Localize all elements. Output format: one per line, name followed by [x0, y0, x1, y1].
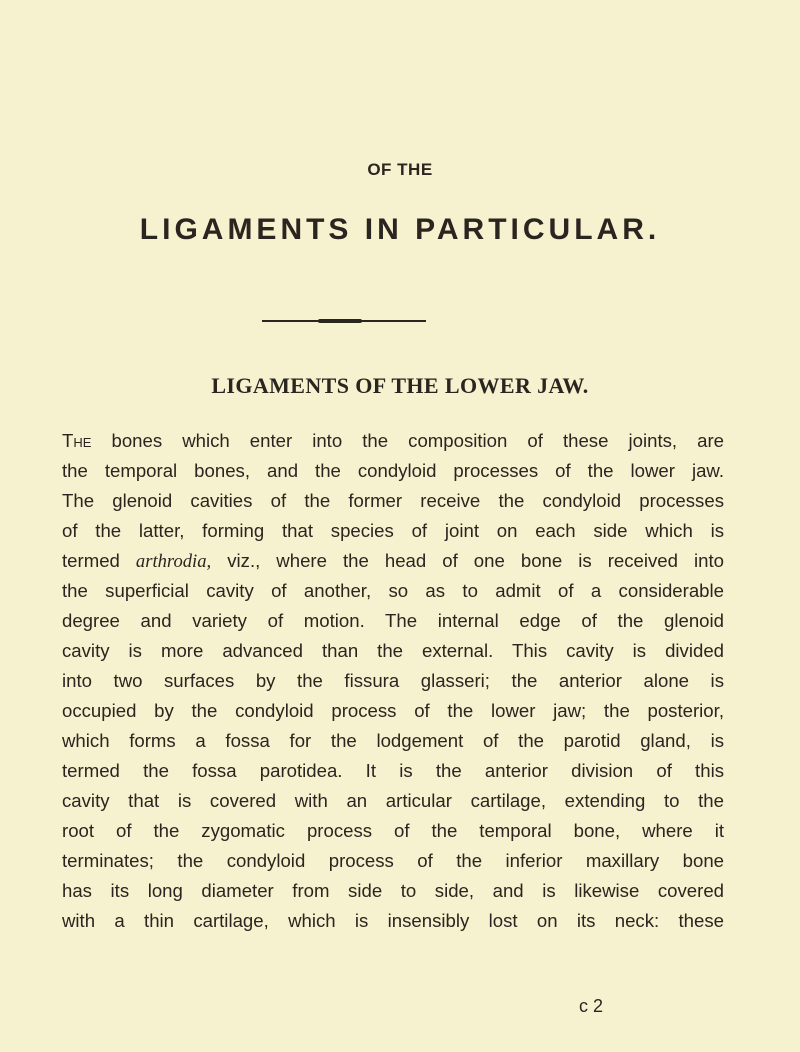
text-line: cavity that is covered with an articular cartilage, extending to the: [62, 790, 724, 811]
text-line: termed the fossa parotidea. It is the anterior division of this: [62, 760, 724, 781]
body-paragraph: [62, 426, 724, 936]
chapter-kicker: OF THE: [367, 160, 433, 179]
section-heading: LIGAMENTS OF THE LOWER JAW.: [211, 373, 589, 398]
text-line: cavity is more advanced than the external. This cavity is divided: [62, 640, 724, 661]
text-line: terminates; the condyloid process of the inferior maxillary bone: [62, 850, 724, 871]
text-span: termed: [62, 550, 120, 571]
text-span: viz., where the head of one bone is received into: [227, 550, 725, 571]
text-span: bones which enter into the composition of these joints, are: [111, 430, 724, 451]
text-line: [62, 426, 724, 456]
text-line: which forms a fossa for the lodgement of the parotid gland, is: [62, 730, 724, 751]
text-line: into two surfaces by the fissura glasseri; the anterior alone is: [62, 670, 724, 691]
text-line: has its long diameter from side to side, and is likewise covered: [62, 880, 724, 901]
chapter-title: LIGAMENTS IN PARTICULAR.: [139, 213, 661, 246]
text-line: The glenoid cavities of the former receive the condyloid processes: [62, 490, 724, 511]
text-line: with a thin cartilage, which is insensibly lost on its neck: these: [62, 910, 724, 931]
italic-term: arthrodia,: [135, 551, 212, 572]
text-line: degree and variety of motion. The internal edge of the glenoid: [62, 610, 724, 631]
signature-mark: c 2: [579, 996, 604, 1016]
text-line: root of the zygomatic process of the temporal bone, where it: [62, 820, 724, 841]
text-line: [62, 546, 724, 576]
decorative-rule-swell: [318, 319, 362, 323]
text-line: the temporal bones, and the condyloid processes of the lower jaw.: [62, 460, 724, 481]
opening-word: The: [62, 430, 92, 451]
text-line: occupied by the condyloid process of the lower jaw; the posterior,: [62, 700, 724, 721]
text-line: of the latter, forming that species of joint on each side which is: [62, 520, 724, 541]
text-line: the superficial cavity of another, so as to admit of a considerable: [62, 580, 724, 601]
